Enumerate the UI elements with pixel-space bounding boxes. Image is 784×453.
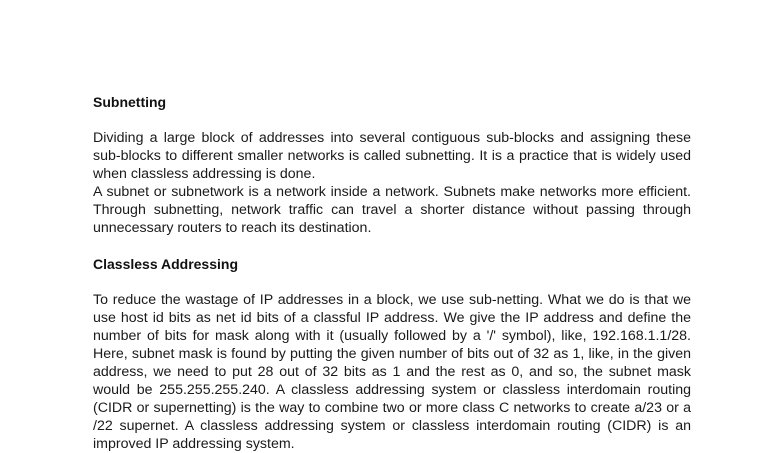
section-subnetting bbox=[93, 93, 691, 237]
section-heading-subnetting: Subnetting bbox=[93, 94, 167, 110]
section-heading-classless-addressing: Classless Addressing bbox=[93, 256, 238, 272]
section-classless-addressing bbox=[93, 255, 691, 453]
paragraph-subnetting-definition: Dividing a large block of addresses into several contiguous sub-blocks and assigning these sub-blocks to different smaller networks is called subnetting. It is a practice that is widely used when classless addressing is done. bbox=[93, 130, 691, 182]
paragraph-classless-addressing: To reduce the wastage of IP addresses in a block, we use sub-netting. What we do is that we use host id bits as net id bits of a classful IP address. We give the IP address and define the number of bits for mask along with it (usually followed by a '/' symbol), like, 192.168.1.1/28. Here, subnet mask is found by putting the given number of bits out of 32 as 1, like, in the given address, we need to put 28 out of 32 bits as 1 and the rest as 0, and so, the subnet mask would be 255.255.255.240. A classless addressing system or classless interdomain routing (CIDR or supernetting) is the way to combine two or more class C networks to create a/23 or a /22 supernet. A classless addressing system or classless interdomain routing (CIDR) is an improved IP addressing system. bbox=[93, 292, 691, 452]
document-body bbox=[93, 93, 691, 453]
paragraph-subnet-explanation: A subnet or subnetwork is a network inside a network. Subnets make networks more efficient. Through subnetting, network traffic can travel a shorter distance without passing through unnecessary routers to reach its destination. bbox=[93, 184, 691, 236]
